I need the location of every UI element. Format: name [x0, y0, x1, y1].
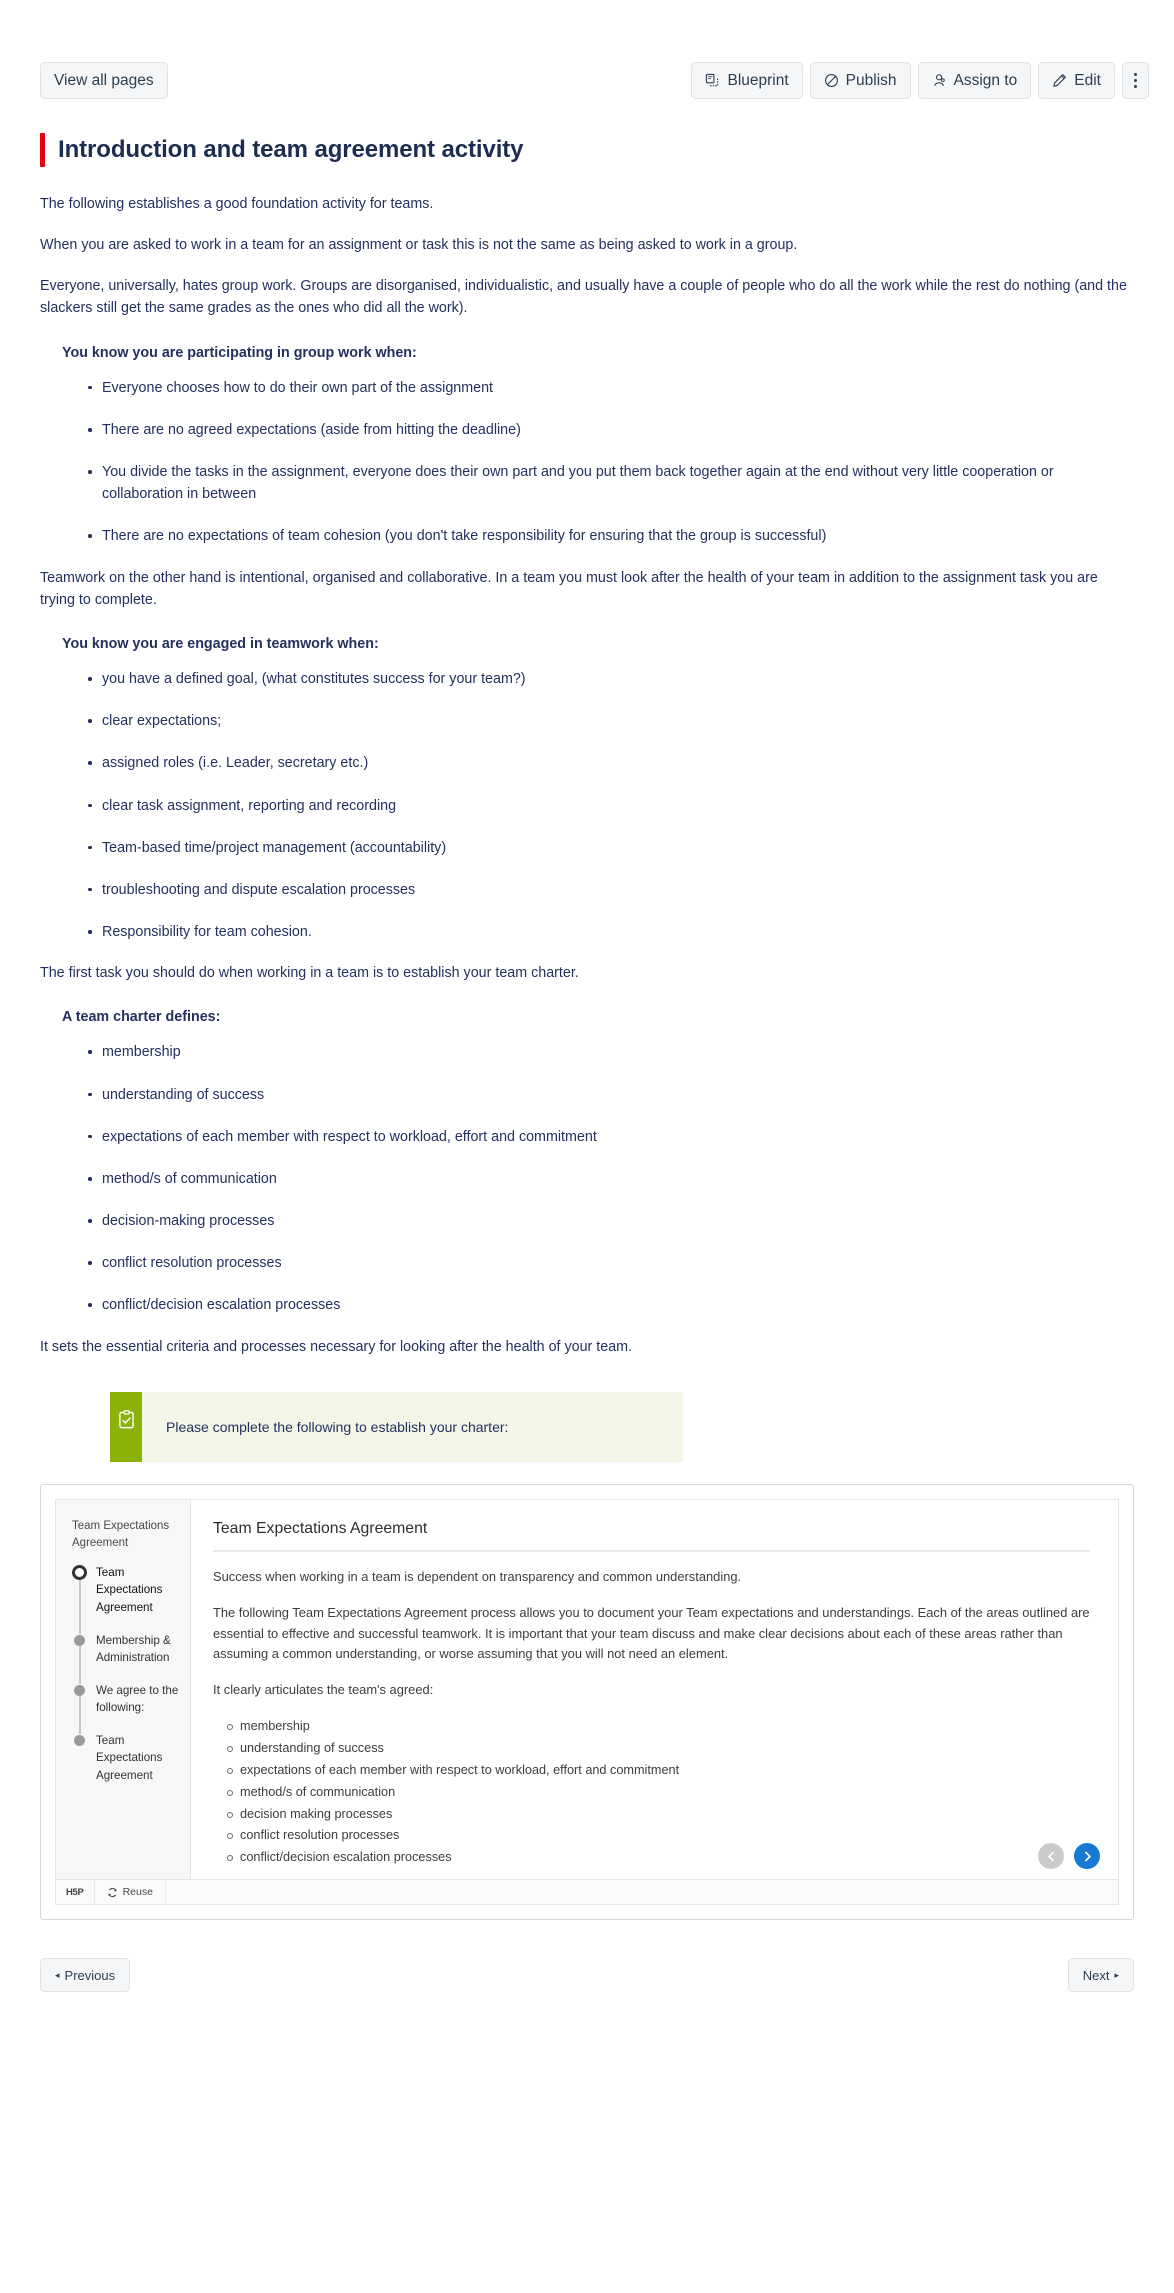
publish-label: Publish: [845, 71, 897, 89]
h5p-reuse-button[interactable]: [95, 1880, 166, 1904]
next-page-label: Next: [1082, 1967, 1110, 1983]
paragraph-teamwork: Teamwork on the other hand is intentional, organised and collaborative. In a team you must look after the health of your team in addition to the assignment task you are trying to complete.: [40, 569, 1098, 608]
h5p-navigation-buttons: [1038, 1843, 1100, 1869]
edit-button[interactable]: [1038, 62, 1115, 99]
list-item: clear task assignment, reporting and recording: [88, 795, 1134, 817]
teamwork-heading: You know you are engaged in teamwork when:: [62, 635, 379, 652]
list-item: decision-making processes: [88, 1210, 1134, 1232]
callout-text: Please complete the following to establish your charter:: [166, 1418, 509, 1435]
h5p-footer-bar: [56, 1879, 1118, 1904]
nav-marker-icon: [72, 1633, 87, 1648]
h5p-reuse-label: Reuse: [122, 1886, 153, 1899]
h5p-logo: H5P: [56, 1880, 95, 1904]
teamwork-list: [40, 668, 1134, 943]
list-item: There are no agreed expectations (aside from hitting the deadline): [88, 419, 1134, 441]
h5p-nav-item-team-expectations-agreement-end[interactable]: [72, 1732, 180, 1783]
view-all-pages-label: View all pages: [54, 71, 154, 89]
group-work-heading: You know you are participating in group work when:: [62, 344, 417, 361]
more-actions-button[interactable]: [1122, 62, 1149, 99]
previous-page-label: Previous: [64, 1967, 116, 1983]
edit-label: Edit: [1074, 71, 1101, 89]
caret-right-icon: ▸: [1114, 1969, 1119, 1980]
callout-body: [142, 1392, 524, 1462]
list-item: you have a defined goal, (what constitutes success for your team?): [88, 668, 1134, 690]
group-work-list: [40, 377, 1134, 548]
list-item: conflict resolution processes: [88, 1252, 1134, 1274]
reuse-refresh-icon: [107, 1887, 118, 1898]
blueprint-copy-icon: [705, 73, 720, 88]
h5p-nav-item-team-expectations-agreement[interactable]: [72, 1564, 180, 1631]
kebab-menu-icon: [1134, 73, 1137, 88]
page-toolbar: [0, 0, 1174, 99]
paragraph-intro: The following establishes a good foundation activity for teams.: [40, 196, 434, 212]
blueprint-label: Blueprint: [727, 71, 789, 89]
caret-left-icon: ◂: [55, 1969, 60, 1980]
paragraph-first-task: The first task you should do when working in a team is to establish your team charter.: [40, 965, 579, 982]
h5p-nav-item-we-agree-to-the-following[interactable]: [72, 1682, 180, 1732]
h5p-nav-item-label: We agree to the following:: [96, 1683, 179, 1715]
list-item: expectations of each member with respect to workload, effort and commitment: [88, 1126, 1134, 1148]
h5p-paragraph-success: Success when working in a team is dependent on transparency and common understanding.: [213, 1568, 742, 1584]
nav-marker-active-icon: [72, 1565, 87, 1580]
page-title-block: [40, 133, 1174, 167]
assign-to-button[interactable]: [918, 62, 1032, 99]
h5p-content-pane: [191, 1500, 1118, 1879]
list-item: clear expectations;: [88, 710, 1134, 732]
list-item: conflict resolution processes: [227, 1825, 1090, 1847]
list-item: Everyone chooses how to do their own part of the assignment: [88, 377, 1134, 399]
chevron-left-icon: [1045, 1850, 1058, 1863]
nav-marker-icon: [72, 1733, 87, 1748]
blueprint-button[interactable]: [691, 62, 802, 99]
list-item: conflict/decision escalation processes: [88, 1294, 1134, 1316]
h5p-inner: [55, 1499, 1119, 1905]
page-pager: [40, 1958, 1134, 2032]
publish-no-entry-icon: [824, 73, 839, 88]
nav-connector-line: [79, 1696, 81, 1734]
pencil-edit-icon: [1052, 73, 1067, 88]
h5p-nav-list: [72, 1564, 180, 1784]
view-all-pages-button[interactable]: [40, 62, 168, 99]
title-accent-bar: [40, 133, 45, 167]
article-body: [40, 193, 1134, 1358]
person-assign-icon: [932, 73, 947, 88]
next-page-button[interactable]: [1068, 1958, 1134, 1992]
list-item: Responsibility for team cohesion.: [88, 921, 1134, 943]
page-title: Introduction and team agreement activity: [58, 136, 524, 163]
list-item: understanding of success: [227, 1738, 1090, 1760]
charter-list: [40, 1041, 1134, 1316]
clipboard-check-icon: [118, 1410, 135, 1429]
publish-button[interactable]: [810, 62, 911, 99]
h5p-nav-item-label: Team Expectations Agreement: [96, 1734, 163, 1782]
list-item: membership: [88, 1041, 1134, 1063]
paragraph-team-vs-group: When you are asked to work in a team for an assignment or task this is not the same as being asked to work in a group.: [40, 237, 798, 254]
list-item: conflict/decision escalation processes: [227, 1847, 1090, 1869]
list-item: membership: [227, 1716, 1090, 1738]
charter-heading: A team charter defines:: [62, 1009, 221, 1026]
h5p-sidebar: [56, 1500, 191, 1879]
previous-page-button[interactable]: [40, 1958, 130, 1992]
list-item: There are no expectations of team cohesion (you don't take responsibility for ensuring that the group is successful): [88, 525, 1134, 547]
list-item: troubleshooting and dispute escalation processes: [88, 879, 1134, 901]
instruction-callout: [110, 1392, 683, 1462]
h5p-main: [56, 1500, 1118, 1879]
toolbar-actions: [691, 62, 1149, 99]
h5p-content-heading: Team Expectations Agreement: [213, 1520, 1090, 1552]
nav-marker-icon: [72, 1683, 87, 1698]
list-item: Team-based time/project management (accountability): [88, 837, 1134, 859]
h5p-nav-item-label: Membership & Administration: [96, 1633, 171, 1664]
nav-connector-line: [79, 1646, 81, 1684]
assign-to-label: Assign to: [953, 71, 1018, 89]
h5p-paragraph-articulates: It clearly articulates the team's agreed:: [213, 1682, 434, 1698]
h5p-nav-item-membership-administration[interactable]: [72, 1632, 180, 1682]
paragraph-group-work: Everyone, universally, hates group work. Groups are disorganised, individualistic, and usually have a couple of people who do all the work while the rest do nothing (and the slackers still get the same grades as the ones who did all the work).: [40, 278, 1127, 317]
list-item: assigned roles (i.e. Leader, secretary etc.): [88, 752, 1134, 774]
h5p-sidebar-title: Team Expectations Agreement: [72, 1519, 170, 1549]
h5p-embed-frame: [40, 1484, 1134, 1920]
chevron-right-icon: [1081, 1850, 1094, 1863]
list-item: decision making processes: [227, 1804, 1090, 1826]
h5p-nav-item-label: Team Expectations Agreement: [96, 1566, 163, 1614]
h5p-agreed-list: [213, 1716, 1090, 1869]
paragraph-criteria: It sets the essential criteria and processes necessary for looking after the health of your team.: [40, 1338, 633, 1355]
list-item: You divide the tasks in the assignment, everyone does their own part and you put them back together again at the end without very little cooperation or collaboration in between: [88, 461, 1134, 505]
h5p-previous-button[interactable]: [1038, 1843, 1064, 1869]
list-item: expectations of each member with respect to workload, effort and commitment: [227, 1760, 1090, 1782]
h5p-paragraph-process: The following Team Expectations Agreement process allows you to document your Team expectations and understandings. Each of the areas outlined are essential to effective and successful teamwork. It is important that your team discuss and make clear decisions about each of these areas rather than assuming a common understanding, or worse assuming that you will not need an element.: [213, 1604, 1090, 1662]
list-item: method/s of communication: [88, 1168, 1134, 1190]
callout-icon-column: [110, 1392, 142, 1462]
nav-connector-line: [79, 1578, 81, 1633]
list-item: understanding of success: [88, 1084, 1134, 1106]
list-item: method/s of communication: [227, 1782, 1090, 1804]
h5p-next-button[interactable]: [1074, 1843, 1100, 1869]
